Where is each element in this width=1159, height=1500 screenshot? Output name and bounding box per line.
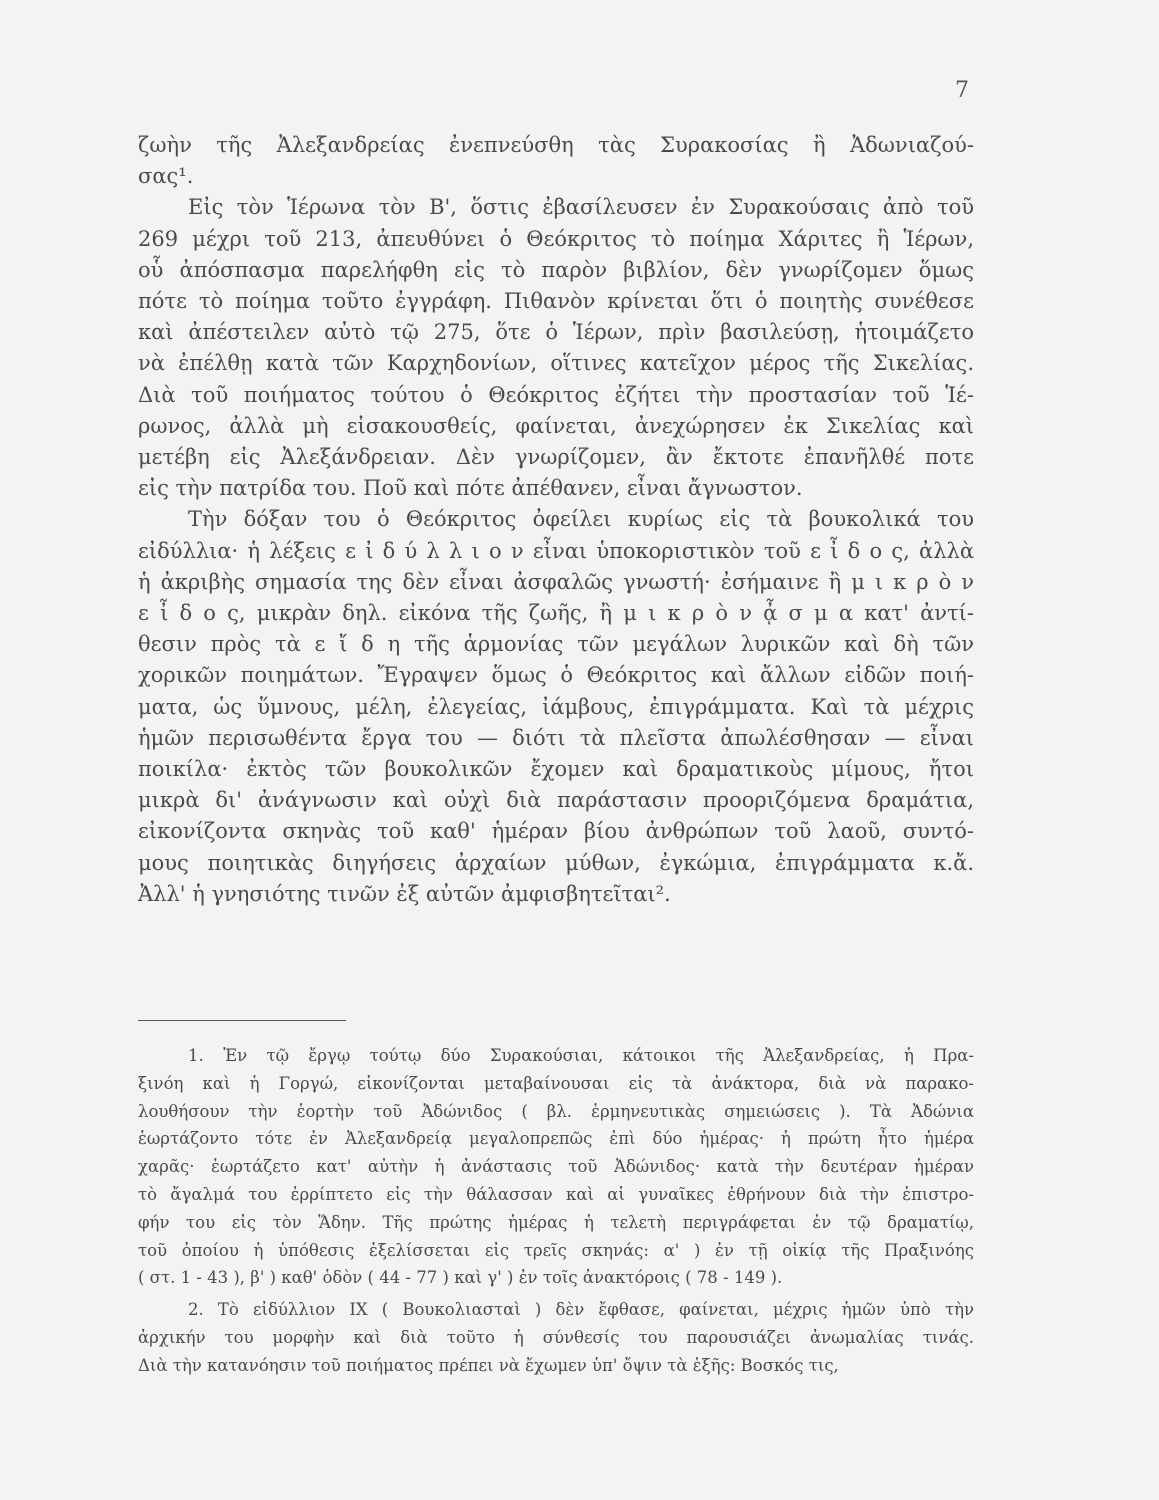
text-line: μικρὰ δι' ἀνάγνωσιν καὶ οὐχὶ διὰ παράστασιν προοριζόμενα δραμάτια, — [138, 788, 974, 813]
main-text — [138, 130, 974, 910]
text-line: Διὰ τοῦ ποιήματος τούτου ὁ Θεόκριτος ἐζήτει τὴν προστασίαν τοῦ Ἱέ- — [138, 382, 974, 407]
text-line: μους ποιητικὰς διηγήσεις ἀρχαίων μύθων, ἐγκώμια, ἐπιγράμματα κ.ἄ. — [138, 850, 974, 875]
text-line: ζωὴν τῆς Ἀλεξανδρείας ἐνεπνεύσθη τὰς Συρακοσίας ἢ Ἀδωνιαζού- — [138, 133, 974, 157]
footnote-line: ξινόη καὶ ἡ Γοργώ, εἰκονίζονται μεταβαίνουσαι εἰς τὰ ἀνάκτορα, διὰ νὰ παρακο- — [138, 1073, 974, 1093]
text-line: χορικῶν ποιημάτων. Ἔγραψεν ὅμως ὁ Θεόκριτος καὶ ἄλλων εἰδῶν ποιή- — [138, 663, 974, 688]
text-line: Τὴν δόξαν του ὁ Θεόκριτος ὀφείλει κυρίως εἰς τὰ βουκολικά του — [188, 507, 974, 532]
text-line: σας¹. — [138, 164, 194, 189]
footnote-line: τὸ ἄγαλμά του ἐρρίπτετο εἰς τὴν θάλασσαν καὶ αἱ γυναῖκες ἐθρήνουν διὰ τὴν ἐπιστρο- — [138, 1184, 974, 1204]
footnote-line: ( στ. 1 - 43 ), β' ) καθ' ὁδὸν ( 44 - 77 ) καὶ γ' ) ἐν τοῖς ἀνακτόροις ( 78 - 149 ). — [138, 1268, 783, 1288]
footnote-line: τοῦ ὁποίου ἡ ὑπόθεσις ἐξελίσσεται εἰς τρεῖς σκηνάς: α' ) ἐν τῇ οἰκίᾳ τῆς Πραξινόης — [138, 1240, 974, 1260]
footnote-line: 1. Ἐν τῷ ἔργῳ τούτῳ δύο Συρακούσιαι, κάτοικοι τῆς Ἀλεξανδρείας, ἡ Πρα- — [188, 1046, 974, 1065]
body-paragraph — [138, 130, 974, 192]
text-line: εἰς τὴν πατρίδα του. Ποῦ καὶ πότε ἀπέθανεν, εἶναι ἄγνωστον. — [138, 476, 803, 501]
text-line: νὰ ἐπέλθῃ κατὰ τῶν Καρχηδονίων, οἵτινες κατεῖχον μέρος τῆς Σικελίας. — [138, 351, 974, 376]
page-number: 7 — [955, 78, 969, 103]
text-line: Ἀλλ' ἡ γνησιότης τινῶν ἐξ αὐτῶν ἀμφισβητεῖται². — [138, 881, 671, 906]
footnote-line: χαρᾶς· ἑωρτάζετο κατ' αὐτὴν ἡ ἀνάστασις τοῦ Ἀδώνιδος· κατὰ τὴν δευτέραν ἡμέραν — [138, 1157, 974, 1177]
text-line: ἡ ἀκριβὴς σημασία της δὲν εἶναι ἀσφαλῶς γνωστή· ἐσήμαινε ἢ μ ι κ ρ ὸ ν — [138, 569, 974, 594]
text-line: ἡμῶν περισωθέντα ἔργα του — διότι τὰ πλεῖστα ἀπωλέσθησαν — εἶναι — [138, 725, 974, 750]
text-line: εἰκονίζοντα σκηνὰς τοῦ καθ' ἡμέραν βίου ἀνθρώπων τοῦ λαοῦ, συντό- — [138, 819, 974, 844]
body-paragraph — [138, 504, 974, 910]
text-line: ματα, ὡς ὕμνους, μέλη, ἐλεγείας, ἰάμβους, ἐπιγράμματα. Καὶ τὰ μέχρις — [138, 694, 974, 719]
footnote-line: λουθήσουν τὴν ἑορτὴν τοῦ Ἀδώνιδος ( βλ. ἑρμηνευτικὰς σημειώσεις ). Τὰ Ἀδώνια — [138, 1101, 974, 1121]
footnote-line: ἑωρτάζοντο τότε ἐν Ἀλεξανδρείᾳ μεγαλοπρεπῶς ἐπὶ δύο ἡμέρας· ἡ πρώτη ἦτο ἡμέρα — [138, 1129, 974, 1149]
text-line: Εἰς τὸν Ἱέρωνα τὸν Β', ὅστις ἐβασίλευσεν ἐν Συρακούσαις ἀπὸ τοῦ — [188, 195, 974, 220]
text-line: εἰδύλλια· ἡ λέξεις ε ἰ δ ύ λ λ ι ο ν εἶναι ὑποκοριστικὸν τοῦ ε ἶ δ ο ς, ἀλλὰ — [138, 538, 974, 563]
footnote — [138, 1042, 974, 1292]
footnote-line: φήν του εἰς τὸν Ἅδην. Τῆς πρώτης ἡμέρας ἡ τελετὴ περιγράφεται ἐν τῷ δραματίῳ, — [138, 1212, 974, 1232]
text-line: 269 μέχρι τοῦ 213, ἀπευθύνει ὁ Θεόκριτος τὸ ποίημα Χάριτες ἢ Ἱέρων, — [138, 226, 974, 251]
text-line: ποικίλα· ἐκτὸς τῶν βουκολικῶν ἔχομεν καὶ δραματικοὺς μίμους, ἤτοι — [138, 757, 974, 782]
text-line: θεσιν πρὸς τὰ ε ἴ δ η τῆς ἁρμονίας τῶν μεγάλων λυρικῶν καὶ δὴ τῶν — [138, 632, 974, 657]
footnote-line: 2. Τὸ εἰδύλλιον IX ( Βουκολιασταὶ ) δὲν ἔφθασε, φαίνεται, μέχρις ἡμῶν ὑπὸ τὴν — [188, 1300, 974, 1320]
footnote-rule — [138, 1020, 346, 1021]
footnote — [138, 1296, 974, 1379]
footnote-line: ἀρχικήν του μορφὴν καὶ διὰ τοῦτο ἡ σύνθεσίς του παρουσιάζει ἀνωμαλίας τινάς. — [138, 1327, 974, 1347]
text-line: ρωνος, ἀλλὰ μὴ εἰσακουσθείς, φαίνεται, ἀνεχώρησεν ἐκ Σικελίας καὶ — [138, 413, 974, 438]
footnotes — [138, 1042, 974, 1384]
text-line: ε ἶ δ ο ς, μικρὰν δηλ. εἰκόνα τῆς ζωῆς, ἢ μ ι κ ρ ὸ ν ᾆ σ μ α κατ' ἀντί- — [138, 601, 974, 626]
body-paragraph — [138, 192, 974, 504]
footnote-line: Διὰ τὴν κατανόησιν τοῦ ποιήματος πρέπει νὰ ἔχωμεν ὑπ' ὄψιν τὰ ἑξῆς: Βοσκός τις, — [138, 1355, 839, 1375]
text-line: μετέβη εἰς Ἀλεξάνδρειαν. Δὲν γνωρίζομεν, ἂν ἔκτοτε ἐπανῆλθέ ποτε — [138, 445, 974, 470]
text-line: πότε τὸ ποίημα τοῦτο ἐγγράφη. Πιθανὸν κρίνεται ὅτι ὁ ποιητὴς συνέθεσε — [138, 289, 974, 314]
text-line: οὗ ἀπόσπασμα παρελήφθη εἰς τὸ παρὸν βιβλίον, δὲν γνωρίζομεν ὅμως — [138, 257, 974, 282]
text-line: καὶ ἀπέστειλεν αὐτὸ τῷ 275, ὅτε ὁ Ἱέρων, πρὶν βασιλεύσῃ, ἡτοιμάζετο — [138, 320, 974, 345]
